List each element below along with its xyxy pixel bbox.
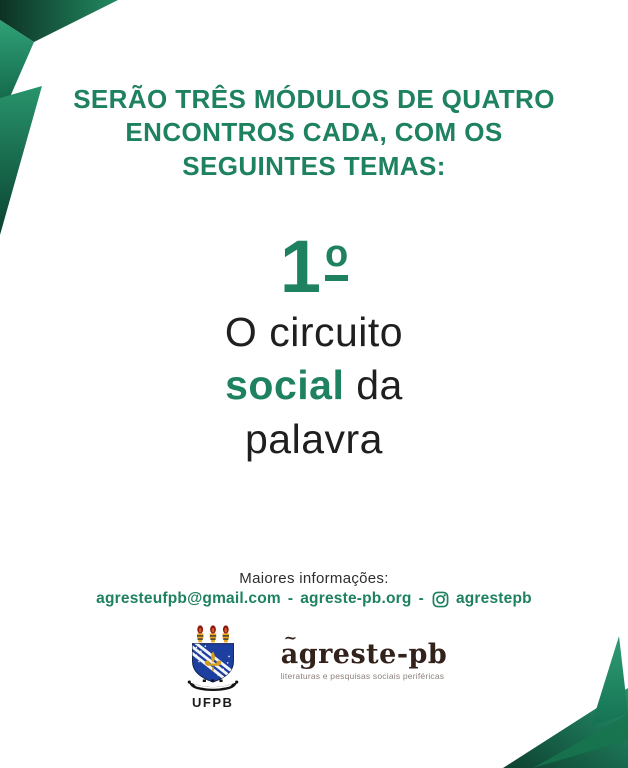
logos-row — [0, 624, 628, 710]
agreste-pb-wordmark: ~ agreste-pb — [281, 641, 448, 668]
title-line-2 — [0, 359, 628, 412]
instagram-icon[interactable] — [432, 591, 449, 608]
boat-icon — [187, 679, 238, 691]
info-label: Maiores informações: — [239, 570, 389, 587]
module-number-digit: 1 — [279, 225, 321, 308]
heading-line-2: ENCONTROS CADA, COM OS — [125, 117, 503, 148]
title-line-3: palavra — [245, 415, 383, 462]
agreste-pb-logo — [281, 641, 448, 681]
ufpb-crest-icon — [181, 624, 245, 694]
ufpb-label: UFPB — [192, 695, 234, 710]
torch-icons — [197, 625, 229, 642]
heading — [0, 83, 628, 183]
ufpb-logo — [181, 624, 245, 710]
title-highlight: social — [225, 362, 345, 409]
contact-separator-1: - — [287, 590, 294, 607]
instagram-handle[interactable]: agrestepb — [455, 590, 532, 607]
title-line-2-rest: da — [344, 362, 403, 409]
heading-line-1: SERÃO TRÊS MÓDULOS DE QUATRO — [73, 84, 555, 114]
heading-line-3: SEGUINTES TEMAS: — [182, 150, 446, 181]
module-title — [0, 306, 628, 466]
module-number — [0, 225, 628, 308]
module-ordinal-indicator: o — [325, 235, 348, 281]
agreste-pb-tagline: literaturas e pesquisas sociais periféricas — [280, 671, 445, 681]
contact-email[interactable]: agresteufpb@gmail.com — [96, 590, 281, 607]
contact-separator-2: - — [418, 590, 424, 607]
title-line-1: O circuito — [224, 309, 404, 355]
contact-website[interactable]: agreste-pb.org — [300, 590, 412, 607]
contact-line — [0, 590, 628, 608]
